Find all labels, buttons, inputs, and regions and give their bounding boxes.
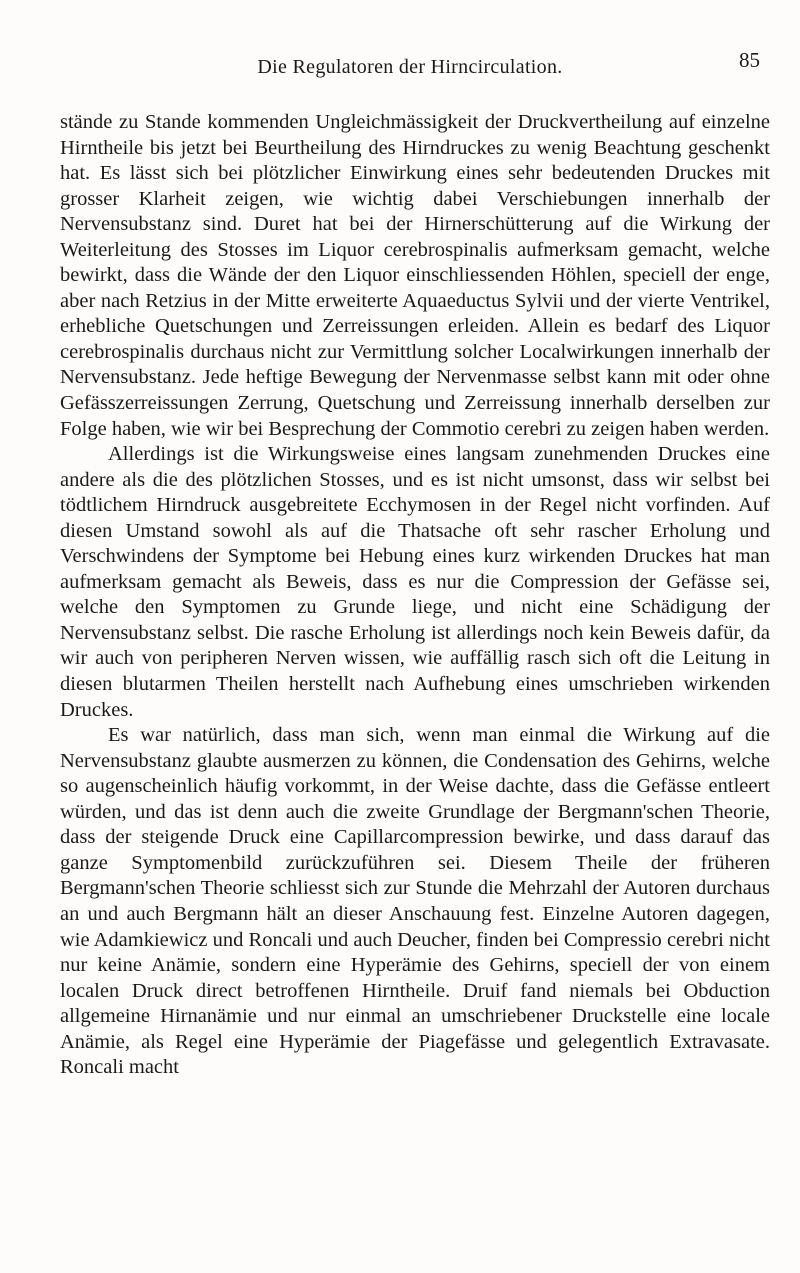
running-title: Die Regulatoren der Hirncirculation. xyxy=(257,56,563,78)
page-number: 85 xyxy=(739,48,760,72)
paragraph: Allerdings ist die Wirkungsweise eines langsam zunehmenden Druckes eine andere als die des plötzlichen Stosses, und es ist nicht umsonst, dass wir selbst bei tödtlichem Hirndruck ausgebreitete Ecchymosen in der Regel nicht vorfinden. Auf diesen Umstand sowohl als auf die Thatsache oft sehr rascher Erholung und Verschwindens der Symptome bei Hebung eines kurz wirkenden Druckes hat man aufmerksam gemacht als Beweis, dass es nur die Compression der Gefässe sei, welche den Symptomen zu Grunde liege, und nicht eine Schädigung der Nervensubstanz selbst. Die rasche Erholung ist allerdings noch kein Beweis dafür, da wir auch von peripheren Nerven wissen, wie auffällig rasch sich oft die Leitung in diesen blutarmen Theilen herstellt nach Aufhebung eines umschrieben wirkenden Druckes. xyxy=(60,443,770,721)
paragraph: stände zu Stande kommenden Ungleichmässigkeit der Druckvertheilung auf einzelne Hirntheile bis jetzt bei Beurtheilung des Hirndruckes zu wenig Beachtung geschenkt hat. Es lässt sich bei plötzlicher Einwirkung eines sehr bedeutenden Druckes mit grosser Klarheit zeigen, wie wichtig dabei Verschiebungen innerhalb der Nervensubstanz sind. Duret hat bei der Hirnerschütterung auf die Wirkung der Weiterleitung des Stosses im Liquor cerebrospinalis aufmerksam gemacht, welche bewirkt, dass die Wände der den Liquor einschliessenden Höhlen, speciell der enge, aber nach Retzius in der Mitte erweiterte Aquaeductus Sylvii und der vierte Ventrikel, erhebliche Quetschungen und Zerreissungen erleiden. Allein es bedarf des Liquor cerebrospinalis durchaus nicht zur Vermittlung solcher Localwirkungen innerhalb der Nervensubstanz. Jede heftige Bewegung der Nervenmasse selbst kann mit oder ohne Gefässzerreissungen Zerrung, Quetschung und Zerreissung innerhalb derselben zur Folge haben, wie wir bei Besprechung der Commotio cerebri zu zeigen haben werden. xyxy=(60,111,770,440)
page-header xyxy=(60,48,760,86)
paragraph: Es war natürlich, dass man sich, wenn man einmal die Wirkung auf die Nervensubstanz glaubte ausmerzen zu können, die Condensation des Gehirns, welche so augenscheinlich häufig vorkommt, in der Weise dachte, dass die Gefässe entleert würden, und das ist denn auch die zweite Grundlage der Bergmann'schen Theorie, dass der steigende Druck eine Capillarcompression bewirke, und dass darauf das ganze Symptomenbild zurückzuführen sei. Diesem Theile der früheren Bergmann'schen Theorie schliesst sich zur Stunde die Mehrzahl der Autoren durchaus an und auch Bergmann hält an dieser Anschauung fest. Einzelne Autoren dagegen, wie Adamkiewicz und Roncali und auch Deucher, finden bei Compressio cerebri nicht nur keine Anämie, sondern eine Hyperämie des Gehirns, speciell der von einem localen Druck direct betroffenen Hirntheile. Druif fand niemals bei Obduction allgemeine Hirnanämie und nur einmal an umschriebener Druckstelle eine locale Anämie, als Regel eine Hyperämie der Piagefässe und gelegentlich Extravasate. Roncali macht xyxy=(60,724,770,1079)
body-text xyxy=(60,110,770,1081)
